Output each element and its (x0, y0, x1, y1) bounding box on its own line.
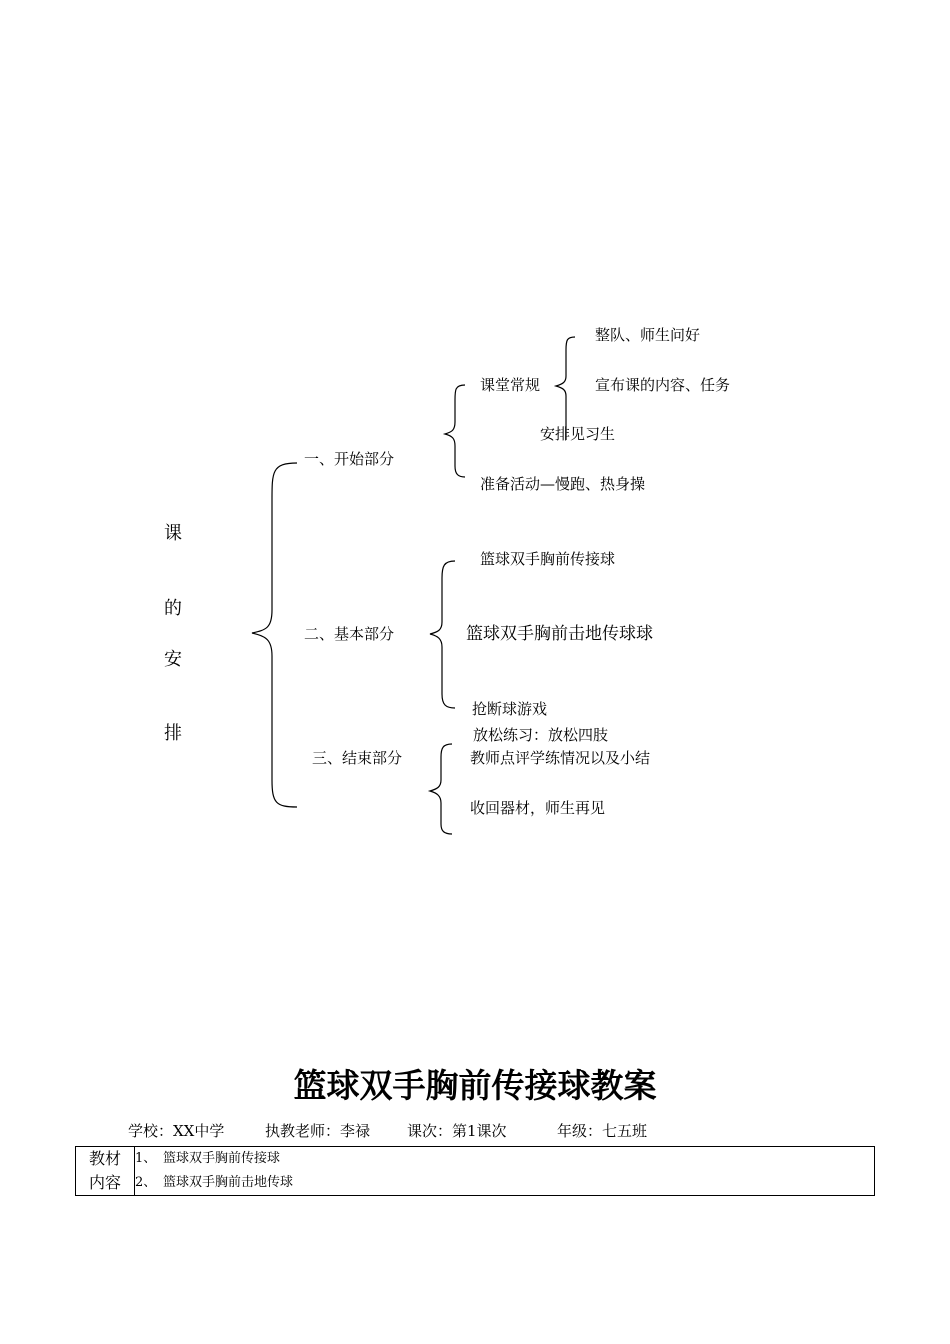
list-item (135, 1171, 874, 1195)
section3-brace (430, 744, 452, 834)
end-item: 收回器材，师生再见 (470, 799, 606, 817)
root-char: 的 (164, 598, 182, 619)
meta-grade: 年级：七五班 (557, 1122, 648, 1140)
item-text: 篮球双手胸前传接球 (163, 1151, 281, 1166)
content-label-line: 教材 (88, 1149, 121, 1168)
content-items-cell (135, 1147, 875, 1196)
routine-label: 课堂常规 (480, 376, 541, 394)
routine-item: 整队、师生问好 (595, 326, 701, 344)
item-text: 篮球双手胸前击地传球 (163, 1175, 294, 1190)
basic-item: 篮球双手胸前传接球 (480, 550, 616, 568)
table-row (76, 1147, 875, 1196)
root-brace (252, 463, 297, 807)
root-char: 安 (164, 649, 182, 670)
section-label-start: 一、开始部分 (304, 450, 395, 468)
item-number: 1、 (135, 1151, 157, 1166)
end-item: 放松练习：放松四肢 (473, 726, 609, 744)
meta-school: 学校：XX中学 (128, 1122, 225, 1140)
root-char: 课 (164, 523, 182, 544)
basic-item: 抢断球游戏 (472, 700, 548, 718)
routine-item: 安排见习生 (540, 425, 616, 443)
end-item: 教师点评学练情况以及小结 (470, 749, 651, 767)
content-label-line: 内容 (88, 1173, 121, 1192)
section-label-basic: 二、基本部分 (304, 625, 395, 643)
root-char: 排 (164, 723, 182, 744)
section2-brace (430, 561, 455, 708)
warmup-item: 准备活动—慢跑、热身操 (480, 475, 646, 493)
section-label-end: 三、结束部分 (312, 749, 403, 767)
content-label-cell (76, 1147, 135, 1196)
section1-brace (445, 385, 465, 477)
content-table (75, 1146, 875, 1196)
item-number: 2、 (135, 1175, 157, 1190)
list-item (135, 1147, 874, 1171)
meta-teacher: 执教老师：李禄 (265, 1122, 371, 1140)
basic-item: 篮球双手胸前击地传球球 (466, 624, 653, 644)
meta-lesson-number: 课次：第1课次 (407, 1122, 507, 1140)
routine-item: 宣布课的内容、任务 (595, 376, 731, 394)
lesson-title: 篮球双手胸前传接球教案 (293, 1066, 657, 1105)
